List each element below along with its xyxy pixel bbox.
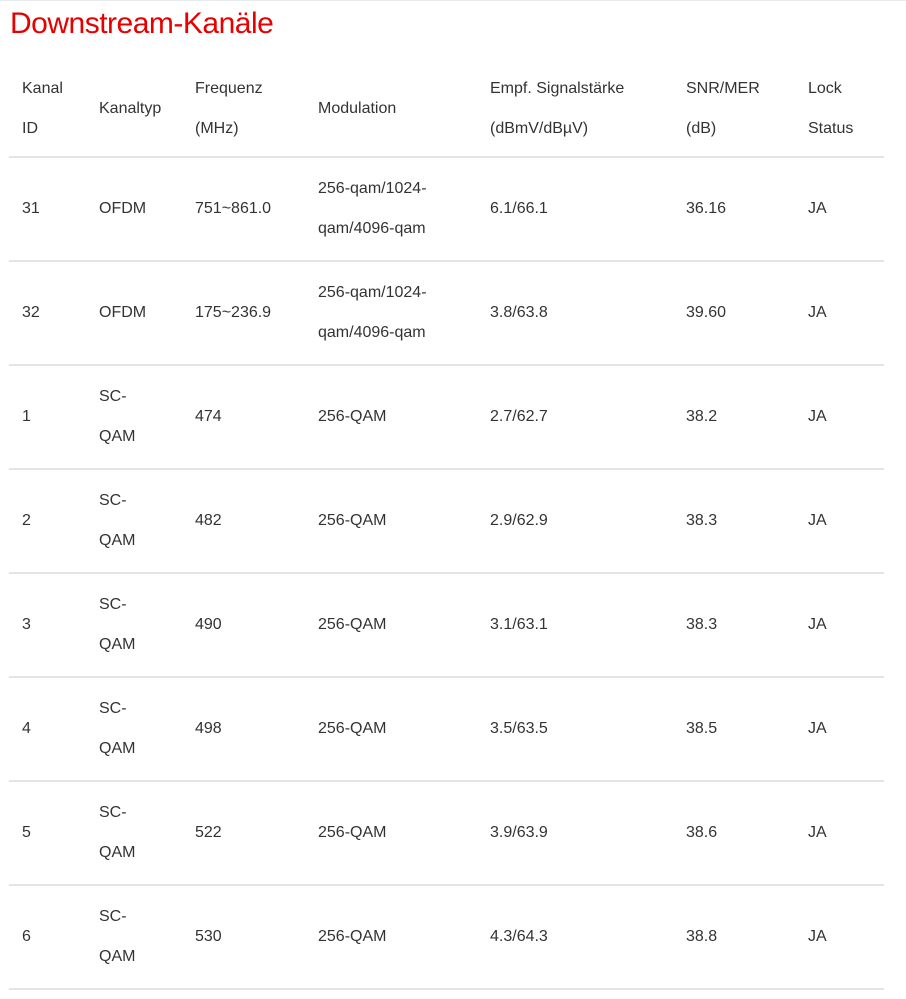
table-body: [9, 157, 884, 989]
cell-value: JA: [808, 200, 827, 217]
cell-snr-mer: [673, 157, 795, 261]
cell-frequenz-mhz: [182, 365, 305, 469]
cell-value: 38.3: [686, 512, 718, 529]
cell-empf-signalstaerke: [477, 573, 673, 677]
cell-value: 38.3: [686, 616, 718, 633]
cell-value: 3.9/63.9: [490, 824, 548, 841]
header-label: Lock Status: [808, 79, 854, 137]
cell-value: 1: [22, 408, 31, 425]
cell-value: JA: [808, 824, 827, 841]
cell-value: 474: [195, 408, 222, 425]
header-frequenz-mhz: [182, 61, 305, 157]
table-header: [9, 61, 884, 157]
cell-modulation: [305, 573, 477, 677]
cell-frequenz-mhz: [182, 677, 305, 781]
cell-value: SC-QAM: [99, 804, 136, 861]
cell-value: OFDM: [99, 200, 147, 217]
cell-value: 36.16: [686, 200, 727, 217]
cell-frequenz-mhz: [182, 573, 305, 677]
table-row: [9, 885, 884, 989]
cell-snr-mer: [673, 261, 795, 365]
cell-value: 5: [22, 824, 31, 841]
cell-kanal-id: [9, 781, 86, 885]
cell-value: OFDM: [99, 304, 147, 321]
cell-value: 2: [22, 512, 31, 529]
table-header-row: [9, 61, 884, 157]
cell-value: 38.5: [686, 720, 718, 737]
cell-value: 3: [22, 616, 31, 633]
cell-kanaltyp: [86, 261, 182, 365]
cell-frequenz-mhz: [182, 157, 305, 261]
cell-value: 490: [195, 616, 222, 633]
cell-snr-mer: [673, 677, 795, 781]
cell-empf-signalstaerke: [477, 885, 673, 989]
cell-value: 6.1/66.1: [490, 200, 548, 217]
cell-kanaltyp: [86, 157, 182, 261]
cell-value: 38.6: [686, 824, 718, 841]
cell-value: JA: [808, 512, 827, 529]
cell-value: 256-QAM: [318, 512, 387, 529]
cell-frequenz-mhz: [182, 261, 305, 365]
cell-value: 256-QAM: [318, 928, 387, 945]
top-divider: [0, 0, 906, 1]
page-title: Downstream-Kanäle: [10, 7, 274, 40]
cell-kanaltyp: [86, 885, 182, 989]
cell-frequenz-mhz: [182, 781, 305, 885]
cell-kanal-id: [9, 365, 86, 469]
cell-value: 4: [22, 720, 31, 737]
cell-value: 38.2: [686, 408, 718, 425]
cell-value: 39.60: [686, 304, 727, 321]
cell-value: 3.1/63.1: [490, 616, 548, 633]
table-row: [9, 677, 884, 781]
cell-lock-status: [795, 365, 884, 469]
cell-value: 2.7/62.7: [490, 408, 548, 425]
cell-value: 522: [195, 824, 222, 841]
cell-kanaltyp: [86, 469, 182, 573]
cell-lock-status: [795, 469, 884, 573]
cell-lock-status: [795, 677, 884, 781]
cell-kanal-id: [9, 677, 86, 781]
cell-frequenz-mhz: [182, 885, 305, 989]
cell-snr-mer: [673, 885, 795, 989]
header-label: Modulation: [318, 99, 397, 117]
cell-modulation: [305, 157, 477, 261]
cell-value: 256-QAM: [318, 824, 387, 841]
cell-value: 498: [195, 720, 222, 737]
cell-modulation: [305, 677, 477, 781]
cell-kanal-id: [9, 885, 86, 989]
cell-empf-signalstaerke: [477, 469, 673, 573]
cell-kanal-id: [9, 261, 86, 365]
cell-empf-signalstaerke: [477, 365, 673, 469]
cell-modulation: [305, 365, 477, 469]
cell-value: JA: [808, 304, 827, 321]
cell-value: 32: [22, 304, 40, 321]
cell-value: 256-qam/1024-qam/4096-qam: [318, 180, 427, 237]
cell-value: JA: [808, 720, 827, 737]
cell-lock-status: [795, 573, 884, 677]
cell-value: 751~861.0: [195, 200, 272, 217]
header-label: SNR/MER (dB): [686, 79, 760, 137]
cell-value: SC-QAM: [99, 908, 136, 965]
header-lock-status: [795, 61, 884, 157]
header-kanal-id: [9, 61, 86, 157]
cell-lock-status: [795, 157, 884, 261]
table-row: [9, 469, 884, 573]
table-row: [9, 573, 884, 677]
cell-value: 256-QAM: [318, 408, 387, 425]
cell-modulation: [305, 885, 477, 989]
cell-lock-status: [795, 885, 884, 989]
cell-value: JA: [808, 408, 827, 425]
cell-value: 4.3/64.3: [490, 928, 548, 945]
header-label: Frequenz (MHz): [195, 79, 263, 137]
cell-empf-signalstaerke: [477, 781, 673, 885]
cell-snr-mer: [673, 573, 795, 677]
cell-kanal-id: [9, 157, 86, 261]
cell-frequenz-mhz: [182, 469, 305, 573]
table-row: [9, 365, 884, 469]
cell-value: 256-QAM: [318, 616, 387, 633]
cell-value: SC-QAM: [99, 596, 136, 653]
cell-value: 6: [22, 928, 31, 945]
cell-lock-status: [795, 261, 884, 365]
cell-kanaltyp: [86, 781, 182, 885]
cell-kanal-id: [9, 469, 86, 573]
table-row: [9, 781, 884, 885]
cell-value: 530: [195, 928, 222, 945]
cell-empf-signalstaerke: [477, 157, 673, 261]
cell-modulation: [305, 781, 477, 885]
cell-modulation: [305, 261, 477, 365]
cell-value: 3.8/63.8: [490, 304, 548, 321]
cell-value: 482: [195, 512, 222, 529]
cell-empf-signalstaerke: [477, 261, 673, 365]
cell-empf-signalstaerke: [477, 677, 673, 781]
cell-value: 256-qam/1024-qam/4096-qam: [318, 284, 427, 341]
table-row: [9, 157, 884, 261]
cell-lock-status: [795, 781, 884, 885]
header-modulation: [305, 61, 477, 157]
cell-value: 38.8: [686, 928, 718, 945]
cell-modulation: [305, 469, 477, 573]
cell-kanaltyp: [86, 365, 182, 469]
cell-value: 31: [22, 200, 40, 217]
header-empf-signalstaerke: [477, 61, 673, 157]
cell-value: 2.9/62.9: [490, 512, 548, 529]
header-kanaltyp: [86, 61, 182, 157]
cell-value: JA: [808, 616, 827, 633]
cell-value: JA: [808, 928, 827, 945]
cell-value: 256-QAM: [318, 720, 387, 737]
downstream-channels-table: [9, 61, 884, 990]
header-label: Kanal ID: [22, 79, 63, 137]
cell-value: SC-QAM: [99, 700, 136, 757]
header-label: Empf. Signalstärke (dBmV/dBµV): [490, 79, 625, 137]
cell-snr-mer: [673, 469, 795, 573]
cell-value: SC-QAM: [99, 492, 136, 549]
header-snr-mer: [673, 61, 795, 157]
cell-kanaltyp: [86, 677, 182, 781]
cell-value: 175~236.9: [195, 304, 272, 321]
cell-snr-mer: [673, 781, 795, 885]
cell-snr-mer: [673, 365, 795, 469]
cell-value: SC-QAM: [99, 388, 136, 445]
table-row: [9, 261, 884, 365]
cell-kanaltyp: [86, 573, 182, 677]
cell-value: 3.5/63.5: [490, 720, 548, 737]
header-label: Kanaltyp: [99, 99, 162, 117]
cell-kanal-id: [9, 573, 86, 677]
